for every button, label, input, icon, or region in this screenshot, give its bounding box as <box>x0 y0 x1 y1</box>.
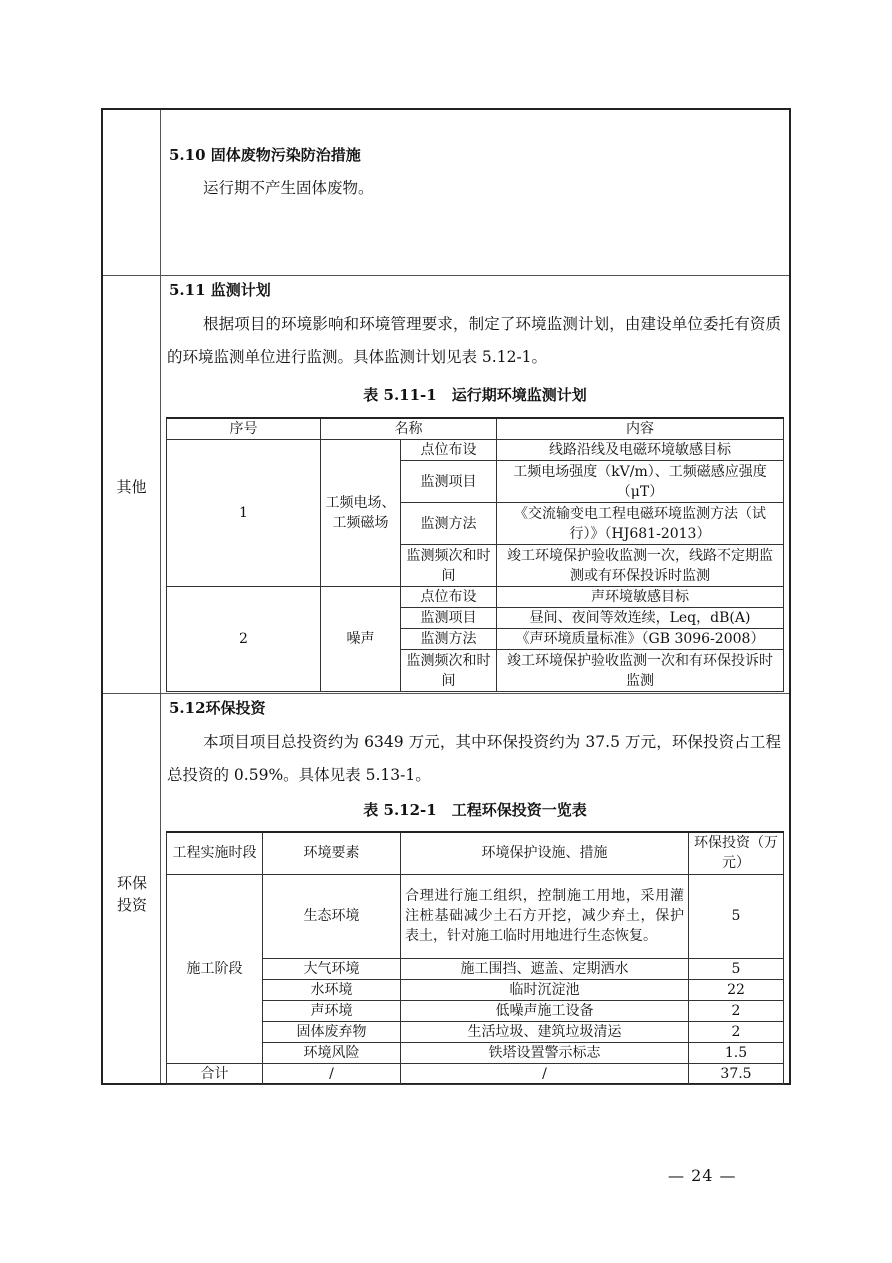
table-cell: 监测频次和时间 <box>401 650 497 692</box>
table-cell: 竣工环境保护验收监测一次和有环保投诉时监测 <box>497 650 784 692</box>
table-cell: 施工围挡、遮盖、定期洒水 <box>401 958 689 979</box>
table-cell: 监测方法 <box>401 629 497 650</box>
table-header: 内容 <box>497 418 784 440</box>
table-cell: 监测项目 <box>401 608 497 629</box>
table-cell: 生态环境 <box>263 874 401 958</box>
row-divider <box>103 693 789 694</box>
table-header: 环境保护设施、措施 <box>401 832 689 874</box>
section-heading-5-12: 5.12环保投资 <box>169 699 266 717</box>
table-cell: 5 <box>689 874 784 958</box>
table-cell: 1.5 <box>689 1042 784 1063</box>
section-text-5-12: 本项目项目总投资约为 6349 万元，其中环保投资约为 37.5 万元，环保投资占工程总投资的 0.59%。具体见表 5.13-1。 <box>167 733 781 784</box>
table-cell: 监测频次和时间 <box>401 545 497 587</box>
table-cell: 点位布设 <box>401 587 497 608</box>
table-total-value: 37.5 <box>689 1063 784 1084</box>
section-text-5-11: 根据项目的环境影响和环境管理要求，制定了环境监测计划，由建设单位委托有资质的环境监测单位进行监测。具体监测计划见表 5.12-1。 <box>167 315 781 366</box>
table-cell: 线路沿线及电磁环境敏感目标 <box>497 440 784 461</box>
table-header: 环保投资（万元） <box>689 832 784 874</box>
table-cell: 固体废弃物 <box>263 1021 401 1042</box>
section-heading-5-11: 5.11 监测计划 <box>169 281 271 299</box>
table-header: 名称 <box>321 418 497 440</box>
section-heading-5-10: 5.10 固体废物污染防治措施 <box>169 146 361 164</box>
table-cell: 声环境 <box>263 1000 401 1021</box>
table-cell: 声环境敏感目标 <box>497 587 784 608</box>
table-cell: / <box>263 1063 401 1084</box>
table-cell: / <box>401 1063 689 1084</box>
table-cell: 《声环境质量标准》（GB 3096-2008） <box>497 629 784 650</box>
table-cell: 低噪声施工设备 <box>401 1000 689 1021</box>
table-caption-monitoring: 表 5.11-1 运行期环境监测计划 <box>363 386 587 404</box>
row-divider <box>103 275 789 276</box>
table-caption-investment: 表 5.12-1 工程环保投资一览表 <box>363 801 587 819</box>
table-cell: 临时沉淀池 <box>401 979 689 1000</box>
left-label-invest: 环保投资 <box>116 874 147 914</box>
table-header: 环境要素 <box>263 832 401 874</box>
table-cell: 监测方法 <box>401 503 497 545</box>
table-cell-stage: 施工阶段 <box>167 874 263 1063</box>
table-cell-no: 1 <box>167 440 321 587</box>
table-cell: 2 <box>689 1021 784 1042</box>
table-cell: 工频电场强度（kV/m）、工频磁感应强度（μT） <box>497 461 784 503</box>
table-total-label: 合计 <box>167 1063 263 1084</box>
table-cell: 2 <box>689 1000 784 1021</box>
table-cell: 点位布设 <box>401 440 497 461</box>
table-cell: 水环境 <box>263 979 401 1000</box>
table-cell: 生活垃圾、建筑垃圾清运 <box>401 1021 689 1042</box>
left-label-other: 其他 <box>116 478 147 496</box>
column-divider <box>160 110 161 1083</box>
table-cell: 环境风险 <box>263 1042 401 1063</box>
table-cell: 铁塔设置警示标志 <box>401 1042 689 1063</box>
section-text-5-10: 运行期不产生固体废物。 <box>203 179 374 197</box>
table-cell-name: 工频电场、工频磁场 <box>321 440 401 587</box>
table-cell: 22 <box>689 979 784 1000</box>
page-number: — 24 — <box>668 1166 737 1185</box>
table-cell-name: 噪声 <box>321 587 401 692</box>
table-cell: 《交流输变电工程电磁环境监测方法（试行）》（HJ681-2013） <box>497 503 784 545</box>
table-header: 序号 <box>167 418 321 440</box>
table-header: 工程实施时段 <box>167 832 263 874</box>
table-cell: 监测项目 <box>401 461 497 503</box>
investment-table <box>166 831 784 1085</box>
table-cell: 合理进行施工组织，控制施工用地，采用灌注桩基础减少土石方开挖，减少弃土，保护表土，针对施工临时用地进行生态恢复。 <box>401 874 689 958</box>
table-cell: 竣工环境保护验收监测一次，线路不定期监测或有环保投诉时监测 <box>497 545 784 587</box>
form-frame <box>101 108 791 1085</box>
table-cell: 大气环境 <box>263 958 401 979</box>
table-cell-no: 2 <box>167 587 321 692</box>
table-cell: 5 <box>689 958 784 979</box>
monitoring-plan-table <box>166 417 784 692</box>
table-cell: 昼间、夜间等效连续，Leq，dB(A) <box>497 608 784 629</box>
